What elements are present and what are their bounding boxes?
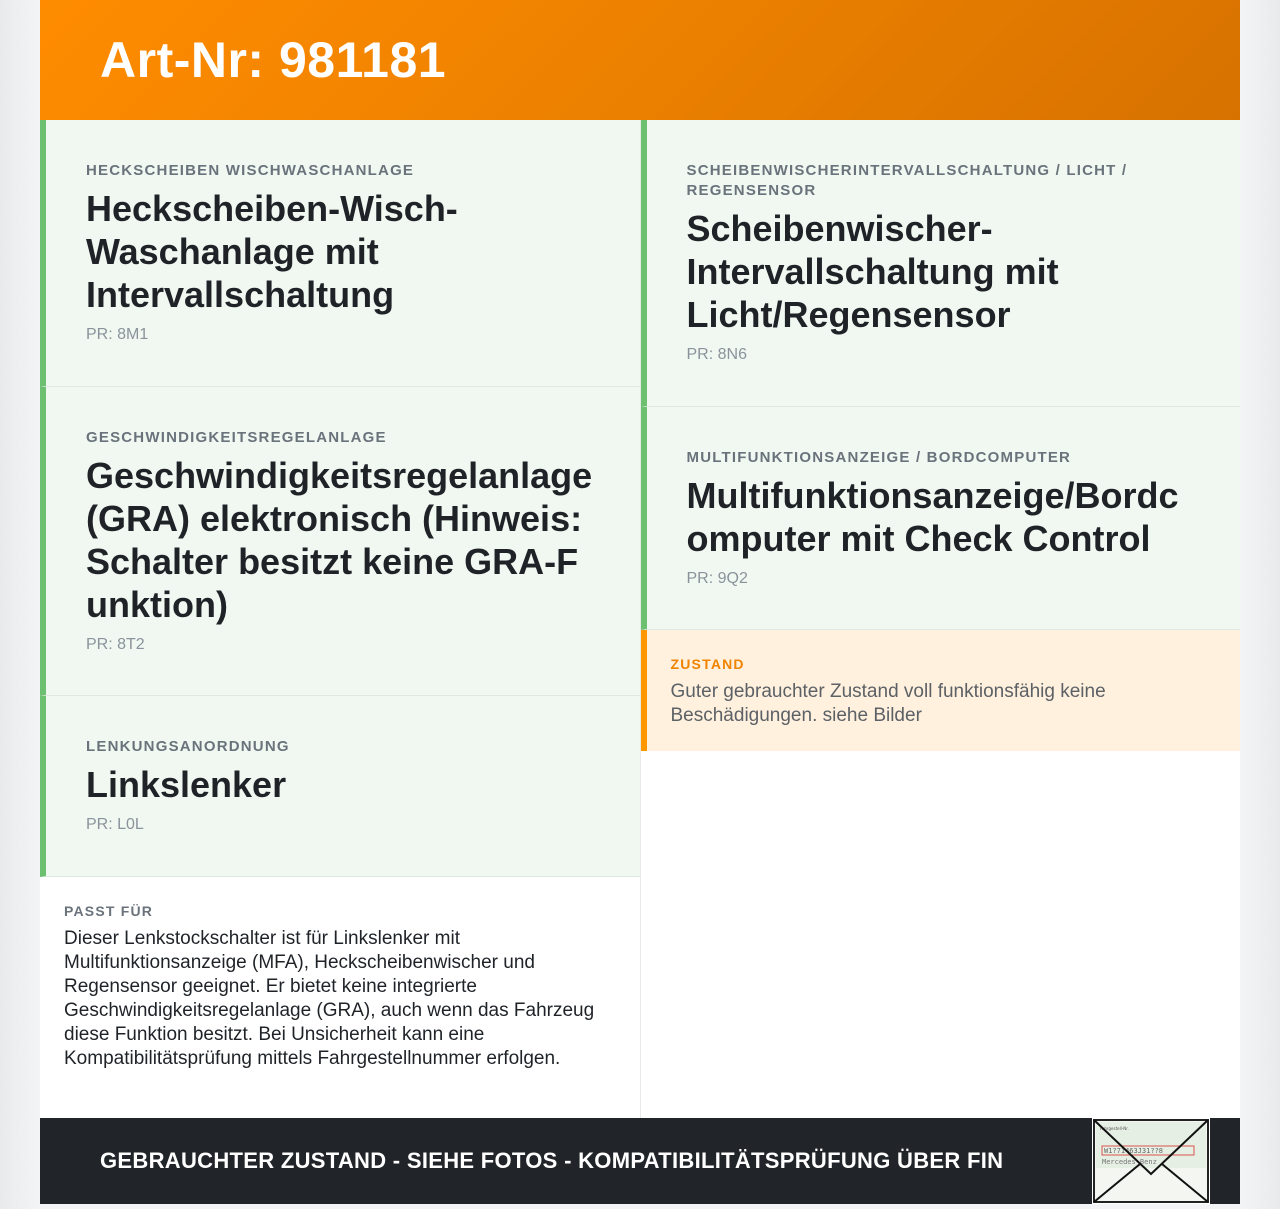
feature-category: SCHEIBENWISCHERINTERVALLSCHALTUNG / LICHT / REGENSENSOR xyxy=(686,162,1128,199)
feature-card xyxy=(40,387,640,696)
feature-card xyxy=(641,120,1241,407)
condition-label: ZUSTAND xyxy=(670,656,745,672)
product-sheet xyxy=(40,0,1240,1204)
compatibility-text: Dieser Lenkstockschalter ist für Linkslenker mit Multifunktionsanzeige (MFA), Heckscheibenwischer und Regensensor geeignet. Er bietet keine integrierte Geschwindigkeitsregelanlage (GRA), auch wenn das Fahrzeug diese Funktion besitzt. Bei Unsicherheit kann eine Kompatibilitätsprüfung mittels Fahrgestellnummer erfolgen. xyxy=(64,928,595,1069)
feature-title: Multifunktionsanzeige/Bordcomputer mit Check Control xyxy=(686,475,1179,559)
content-columns xyxy=(40,120,1240,1118)
feature-card xyxy=(40,120,640,387)
feature-category: LENKUNGSANORDNUNG xyxy=(86,738,290,755)
svg-text:Fahrgestell-Nr.: Fahrgestell-Nr. xyxy=(1100,1126,1129,1131)
feature-pr-code: PR: 8N6 xyxy=(686,346,747,363)
feature-pr-code: PR: 9Q2 xyxy=(686,570,748,587)
envelope-vin-icon xyxy=(1092,1118,1210,1204)
condition-section xyxy=(641,630,1241,751)
feature-card xyxy=(40,696,640,877)
feature-title: Heckscheiben-Wisch-Waschanlage mit Intervallschaltung xyxy=(86,188,458,315)
svg-text:W1?71463J31??8: W1?71463J31??8 xyxy=(1104,1147,1164,1155)
header xyxy=(40,0,1240,120)
article-number-title: Art-Nr: 981181 xyxy=(100,32,447,88)
feature-category: GESCHWINDIGKEITSREGELANLAGE xyxy=(86,429,387,446)
svg-text:Mercedes-Benz: Mercedes-Benz xyxy=(1102,1158,1157,1166)
compatibility-section xyxy=(40,877,640,1118)
compatibility-label: PASST FÜR xyxy=(64,903,154,919)
feature-pr-code: PR: 8M1 xyxy=(86,326,149,343)
footer-text: GEBRAUCHTER ZUSTAND - SIEHE FOTOS - KOMPATIBILITÄTSPRÜFUNG ÜBER FIN xyxy=(100,1148,1004,1173)
footer-banner xyxy=(40,1118,1240,1204)
feature-title: Scheibenwischer-Intervallschaltung mit Licht/Regensensor xyxy=(686,208,1059,335)
feature-title: Geschwindigkeitsregelanlage (GRA) elektronisch (Hinweis: Schalter besitzt keine GRA-Funktion) xyxy=(86,455,593,625)
feature-pr-code: PR: L0L xyxy=(86,816,144,833)
feature-category: MULTIFUNKTIONSANZEIGE / BORDCOMPUTER xyxy=(686,449,1072,466)
left-column xyxy=(40,120,641,1118)
feature-title: Linkslenker xyxy=(86,764,287,805)
feature-pr-code: PR: 8T2 xyxy=(86,636,145,653)
feature-card xyxy=(641,407,1241,630)
feature-category: HECKSCHEIBEN WISCHWASCHANLAGE xyxy=(86,162,415,179)
condition-text: Guter gebrauchter Zustand voll funktionsfähig keine Beschädigungen. siehe Bilder xyxy=(670,681,1106,726)
right-column xyxy=(641,120,1241,1118)
